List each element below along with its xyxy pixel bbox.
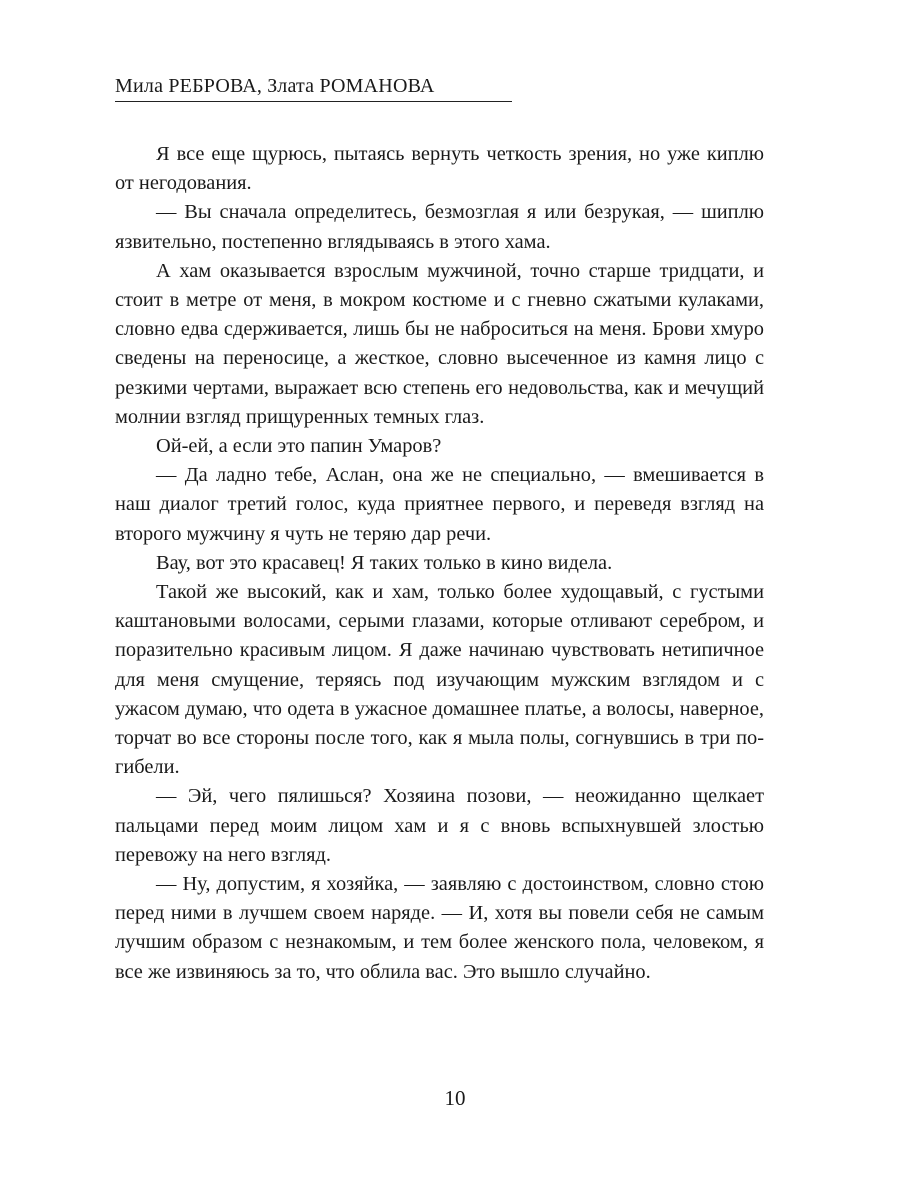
paragraph: — Да ладно тебе, Аслан, она же не специально, — вмешивается в наш диалог третий голос, куда приятнее первого, и переведя взгляд на второго мужчину я чуть не теряю дар речи. (115, 464, 764, 545)
paragraph: — Вы сначала определитесь, безмозглая я или безрукая, — шиплю язвительно, постепенно вглядываясь в этого хама. (115, 201, 764, 253)
paragraph: А хам оказывается взрослым мужчиной, точно старше тридцати, и стоит в метре от меня, в мокром костюме и с гневно сжатыми кулаками, словно едва сдерживается, лишь бы не наброситься на меня. Брови хмуро сведены на переносице, а жесткое, словно высеченное из камня лицо с резкими чертами, выражает всю степень его недовольства, как и мечущий молнии взгляд прищуренных темных глаз. (115, 259, 764, 428)
paragraph: Такой же высокий, как и хам, только более худощавый, с густыми каштановыми волосами, серыми глазами, которые отливают серебром, и поразительно красивым лицом. Я даже начинаю чувствовать нетипичное для меня смущение, теряясь под изучающим мужским взглядом и с ужасом думаю, что одета в ужасное домашнее платье, а волосы, наверное, торчат во все стороны после того, как я мыла полы, согнувшись в три погибели. (115, 581, 764, 779)
paragraph: Ой-ей, а если это папин Умаров? (156, 435, 442, 458)
paragraph: — Ну, допустим, я хозяйка, — заявляю с достоинством, словно стою перед ними в лучшем своем наряде. — И, хотя вы повели себя не самым лучшим образом с незнакомым, и тем более женского пола, человеком, я все же извиняюсь за то, что облила вас. Это вышло случайно. (115, 873, 764, 983)
paragraph: Я все еще щурюсь, пытаясь вернуть четкость зрения, но уже киплю от негодования. (115, 143, 764, 195)
header-rule (115, 101, 512, 102)
running-head: Мила РЕБРОВА, Злата РОМАНОВА (115, 75, 435, 97)
paragraph: — Эй, чего пялишься? Хозяина позови, — неожиданно щелкает пальцами перед моим лицом хам и я с вновь вспыхнувшей злостью перевожу на него взгляд. (115, 785, 764, 866)
body-text (115, 140, 764, 987)
page-number: 10 (444, 1086, 466, 1110)
paragraph: Вау, вот это красавец! Я таких только в кино видела. (156, 551, 613, 574)
